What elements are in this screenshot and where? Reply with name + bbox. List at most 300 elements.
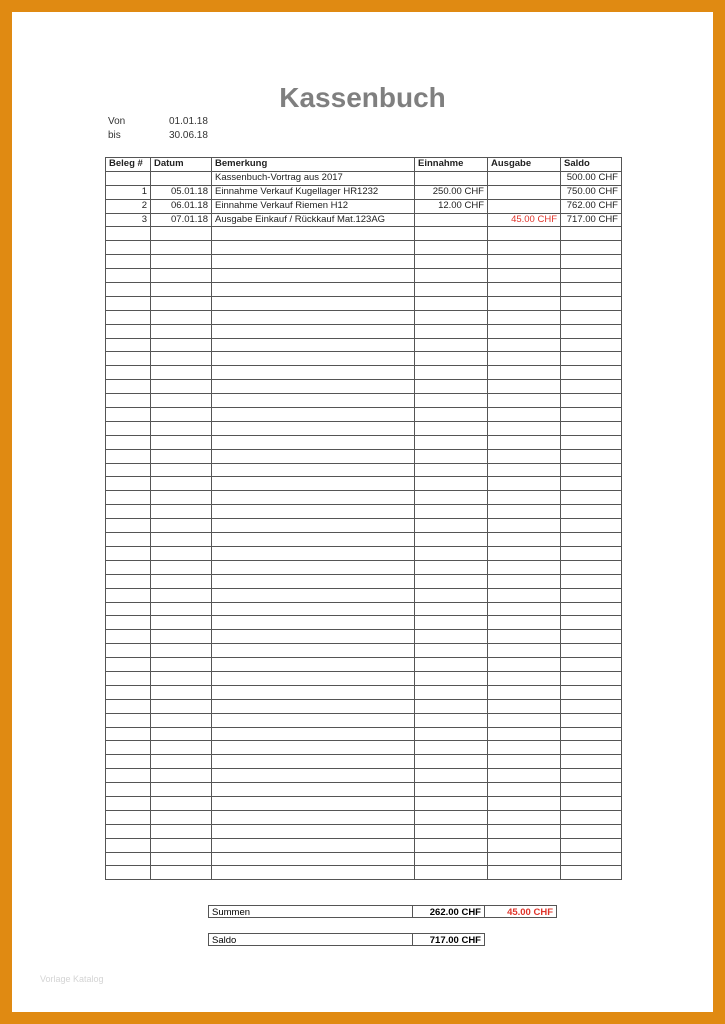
empty-cell <box>561 269 622 283</box>
empty-cell <box>212 796 415 810</box>
empty-cell <box>488 491 561 505</box>
empty-cell <box>151 255 212 269</box>
empty-cell <box>212 227 415 241</box>
empty-cell <box>488 338 561 352</box>
empty-cell <box>415 602 488 616</box>
empty-cell <box>561 366 622 380</box>
cell-datum: 05.01.18 <box>151 185 212 199</box>
empty-cell <box>561 491 622 505</box>
empty-cell <box>561 574 622 588</box>
empty-cell <box>212 505 415 519</box>
empty-cell <box>212 824 415 838</box>
empty-cell <box>151 491 212 505</box>
empty-cell <box>212 394 415 408</box>
empty-cell <box>561 546 622 560</box>
empty-cell <box>488 616 561 630</box>
empty-cell <box>488 310 561 324</box>
document-page <box>12 12 713 1012</box>
empty-cell <box>212 588 415 602</box>
empty-cell <box>415 588 488 602</box>
empty-cell <box>106 352 151 366</box>
empty-cell <box>212 713 415 727</box>
empty-cell <box>561 824 622 838</box>
empty-cell <box>151 838 212 852</box>
empty-cell <box>212 769 415 783</box>
empty-cell <box>561 699 622 713</box>
empty-cell <box>212 491 415 505</box>
empty-cell <box>151 546 212 560</box>
empty-cell <box>151 338 212 352</box>
empty-cell <box>106 769 151 783</box>
empty-cell <box>488 477 561 491</box>
empty-cell <box>212 574 415 588</box>
empty-cell <box>212 671 415 685</box>
empty-cell <box>151 421 212 435</box>
empty-cell <box>106 588 151 602</box>
empty-cell <box>415 546 488 560</box>
empty-table-row <box>106 352 622 366</box>
period-from-label: Von <box>108 116 126 127</box>
empty-cell <box>151 796 212 810</box>
empty-cell <box>561 755 622 769</box>
table-row <box>106 185 622 199</box>
column-header-beleg: Beleg # <box>106 158 151 172</box>
empty-cell <box>151 644 212 658</box>
empty-cell <box>415 408 488 422</box>
empty-cell <box>151 741 212 755</box>
empty-cell <box>106 630 151 644</box>
empty-cell <box>415 824 488 838</box>
empty-table-row <box>106 810 622 824</box>
empty-cell <box>212 546 415 560</box>
period-to-label: bis <box>108 130 121 141</box>
empty-cell <box>488 505 561 519</box>
empty-cell <box>561 241 622 255</box>
empty-cell <box>212 477 415 491</box>
empty-cell <box>106 852 151 866</box>
empty-cell <box>488 866 561 880</box>
empty-table-row <box>106 783 622 797</box>
empty-cell <box>212 283 415 297</box>
empty-table-row <box>106 241 622 255</box>
empty-cell <box>488 852 561 866</box>
empty-cell <box>106 269 151 283</box>
empty-cell <box>415 283 488 297</box>
empty-table-row <box>106 588 622 602</box>
empty-cell <box>151 477 212 491</box>
empty-cell <box>561 394 622 408</box>
empty-cell <box>561 769 622 783</box>
empty-cell <box>151 824 212 838</box>
empty-cell <box>212 602 415 616</box>
empty-cell <box>415 296 488 310</box>
empty-cell <box>151 463 212 477</box>
empty-cell <box>415 685 488 699</box>
empty-cell <box>212 866 415 880</box>
saldo-label: Saldo <box>208 933 413 946</box>
empty-cell <box>151 727 212 741</box>
empty-cell <box>212 380 415 394</box>
empty-cell <box>151 227 212 241</box>
empty-cell <box>561 435 622 449</box>
empty-cell <box>212 685 415 699</box>
empty-cell <box>561 449 622 463</box>
empty-table-row <box>106 324 622 338</box>
empty-table-row <box>106 227 622 241</box>
empty-cell <box>151 296 212 310</box>
empty-cell <box>106 380 151 394</box>
cell-saldo: 500.00 CHF <box>561 171 622 185</box>
empty-cell <box>106 463 151 477</box>
empty-cell <box>151 366 212 380</box>
empty-cell <box>415 255 488 269</box>
empty-cell <box>212 324 415 338</box>
empty-cell <box>561 324 622 338</box>
summen-einnahme: 262.00 CHF <box>412 905 485 918</box>
empty-cell <box>561 380 622 394</box>
empty-table-row <box>106 546 622 560</box>
empty-cell <box>212 241 415 255</box>
empty-cell <box>415 533 488 547</box>
empty-cell <box>212 810 415 824</box>
empty-cell <box>488 727 561 741</box>
empty-cell <box>488 366 561 380</box>
empty-cell <box>561 408 622 422</box>
empty-cell <box>415 630 488 644</box>
summen-label: Summen <box>208 905 413 918</box>
empty-cell <box>106 394 151 408</box>
empty-table-row <box>106 296 622 310</box>
empty-cell <box>106 241 151 255</box>
empty-cell <box>106 783 151 797</box>
empty-cell <box>106 477 151 491</box>
ledger-header-row <box>106 158 622 172</box>
empty-cell <box>488 658 561 672</box>
cell-beleg: 2 <box>106 199 151 213</box>
empty-cell <box>106 699 151 713</box>
cell-ausgabe: 45.00 CHF <box>488 213 561 227</box>
empty-cell <box>415 783 488 797</box>
saldo-value: 717.00 CHF <box>412 933 485 946</box>
empty-cell <box>212 269 415 283</box>
empty-cell <box>415 574 488 588</box>
empty-table-row <box>106 463 622 477</box>
empty-table-row <box>106 435 622 449</box>
empty-cell <box>488 408 561 422</box>
period-from-value: 01.01.18 <box>169 116 208 127</box>
empty-cell <box>151 324 212 338</box>
empty-table-row <box>106 477 622 491</box>
empty-cell <box>106 366 151 380</box>
empty-cell <box>488 269 561 283</box>
empty-cell <box>561 505 622 519</box>
empty-cell <box>415 810 488 824</box>
empty-cell <box>212 463 415 477</box>
cell-einnahme <box>415 213 488 227</box>
empty-cell <box>151 852 212 866</box>
empty-cell <box>488 796 561 810</box>
empty-cell <box>488 283 561 297</box>
watermark-text: Vorlage Katalog <box>40 974 104 984</box>
cell-bemerkung: Einnahme Verkauf Kugellager HR1232 <box>212 185 415 199</box>
empty-cell <box>212 727 415 741</box>
empty-cell <box>415 644 488 658</box>
cell-einnahme: 250.00 CHF <box>415 185 488 199</box>
empty-cell <box>212 421 415 435</box>
empty-cell <box>488 630 561 644</box>
empty-cell <box>106 616 151 630</box>
empty-cell <box>488 352 561 366</box>
cell-ausgabe <box>488 171 561 185</box>
empty-cell <box>151 671 212 685</box>
empty-cell <box>488 783 561 797</box>
empty-cell <box>561 463 622 477</box>
empty-cell <box>488 546 561 560</box>
empty-cell <box>106 533 151 547</box>
empty-cell <box>212 408 415 422</box>
ledger-table <box>105 157 622 880</box>
empty-cell <box>106 546 151 560</box>
empty-cell <box>151 630 212 644</box>
empty-cell <box>415 713 488 727</box>
empty-cell <box>106 574 151 588</box>
empty-cell <box>561 838 622 852</box>
empty-cell <box>415 796 488 810</box>
empty-cell <box>561 255 622 269</box>
empty-table-row <box>106 310 622 324</box>
empty-cell <box>151 602 212 616</box>
empty-table-row <box>106 574 622 588</box>
empty-cell <box>212 449 415 463</box>
empty-cell <box>212 519 415 533</box>
empty-cell <box>106 491 151 505</box>
column-header-saldo: Saldo <box>561 158 622 172</box>
empty-table-row <box>106 602 622 616</box>
empty-table-row <box>106 727 622 741</box>
empty-cell <box>212 699 415 713</box>
empty-cell <box>415 449 488 463</box>
empty-table-row <box>106 269 622 283</box>
empty-cell <box>561 296 622 310</box>
empty-cell <box>561 338 622 352</box>
cell-beleg: 1 <box>106 185 151 199</box>
empty-cell <box>488 741 561 755</box>
empty-cell <box>106 435 151 449</box>
empty-cell <box>106 421 151 435</box>
empty-cell <box>488 838 561 852</box>
empty-cell <box>488 255 561 269</box>
empty-table-row <box>106 644 622 658</box>
summen-ausgabe: 45.00 CHF <box>484 905 557 918</box>
empty-cell <box>488 769 561 783</box>
empty-cell <box>488 685 561 699</box>
empty-cell <box>561 283 622 297</box>
empty-cell <box>488 435 561 449</box>
empty-cell <box>561 810 622 824</box>
empty-table-row <box>106 338 622 352</box>
empty-table-row <box>106 491 622 505</box>
empty-table-row <box>106 741 622 755</box>
empty-cell <box>415 435 488 449</box>
empty-cell <box>415 324 488 338</box>
empty-cell <box>561 866 622 880</box>
document-title: Kassenbuch <box>279 82 446 113</box>
empty-cell <box>106 866 151 880</box>
cell-saldo: 762.00 CHF <box>561 199 622 213</box>
empty-cell <box>561 796 622 810</box>
empty-cell <box>488 644 561 658</box>
empty-cell <box>415 310 488 324</box>
empty-cell <box>415 505 488 519</box>
empty-cell <box>151 699 212 713</box>
empty-cell <box>212 296 415 310</box>
empty-cell <box>106 741 151 755</box>
empty-cell <box>106 296 151 310</box>
empty-table-row <box>106 283 622 297</box>
empty-cell <box>106 713 151 727</box>
empty-cell <box>561 658 622 672</box>
empty-cell <box>415 380 488 394</box>
cell-ausgabe <box>488 199 561 213</box>
empty-table-row <box>106 533 622 547</box>
cell-bemerkung: Ausgabe Einkauf / Rückkauf Mat.123AG <box>212 213 415 227</box>
table-row <box>106 213 622 227</box>
empty-cell <box>415 227 488 241</box>
empty-cell <box>488 574 561 588</box>
empty-table-row <box>106 838 622 852</box>
empty-cell <box>106 227 151 241</box>
empty-cell <box>561 727 622 741</box>
empty-cell <box>415 769 488 783</box>
empty-cell <box>106 449 151 463</box>
empty-cell <box>415 366 488 380</box>
empty-cell <box>212 838 415 852</box>
empty-cell <box>212 755 415 769</box>
empty-cell <box>106 671 151 685</box>
empty-cell <box>488 519 561 533</box>
cell-datum <box>151 171 212 185</box>
empty-cell <box>151 783 212 797</box>
empty-cell <box>151 533 212 547</box>
empty-cell <box>151 394 212 408</box>
empty-cell <box>488 394 561 408</box>
empty-cell <box>106 255 151 269</box>
empty-cell <box>151 241 212 255</box>
empty-cell <box>212 435 415 449</box>
empty-cell <box>106 324 151 338</box>
cell-datum: 07.01.18 <box>151 213 212 227</box>
empty-cell <box>488 380 561 394</box>
empty-table-row <box>106 866 622 880</box>
empty-cell <box>106 796 151 810</box>
empty-cell <box>212 255 415 269</box>
empty-cell <box>561 421 622 435</box>
empty-cell <box>561 533 622 547</box>
empty-table-row <box>106 519 622 533</box>
empty-cell <box>488 533 561 547</box>
empty-cell <box>561 852 622 866</box>
empty-cell <box>106 408 151 422</box>
empty-cell <box>415 560 488 574</box>
empty-cell <box>106 519 151 533</box>
empty-table-row <box>106 630 622 644</box>
empty-cell <box>488 241 561 255</box>
empty-cell <box>212 560 415 574</box>
empty-cell <box>561 713 622 727</box>
empty-table-row <box>106 755 622 769</box>
empty-cell <box>415 477 488 491</box>
empty-cell <box>106 338 151 352</box>
column-header-einnahme: Einnahme <box>415 158 488 172</box>
empty-cell <box>561 741 622 755</box>
empty-cell <box>151 283 212 297</box>
empty-cell <box>488 227 561 241</box>
empty-cell <box>151 519 212 533</box>
empty-cell <box>561 685 622 699</box>
cell-bemerkung: Einnahme Verkauf Riemen H12 <box>212 199 415 213</box>
empty-table-row <box>106 824 622 838</box>
empty-cell <box>415 519 488 533</box>
empty-cell <box>106 685 151 699</box>
empty-cell <box>561 477 622 491</box>
cell-beleg: 3 <box>106 213 151 227</box>
empty-cell <box>106 505 151 519</box>
empty-cell <box>488 755 561 769</box>
empty-cell <box>151 866 212 880</box>
cell-ausgabe <box>488 185 561 199</box>
empty-cell <box>151 505 212 519</box>
empty-table-row <box>106 505 622 519</box>
cell-bemerkung: Kassenbuch-Vortrag aus 2017 <box>212 171 415 185</box>
empty-cell <box>561 352 622 366</box>
empty-cell <box>151 449 212 463</box>
empty-table-row <box>106 616 622 630</box>
empty-cell <box>151 588 212 602</box>
empty-cell <box>212 630 415 644</box>
empty-cell <box>561 602 622 616</box>
cell-saldo: 717.00 CHF <box>561 213 622 227</box>
empty-cell <box>212 310 415 324</box>
period-to-value: 30.06.18 <box>169 130 208 141</box>
empty-cell <box>106 560 151 574</box>
empty-cell <box>488 824 561 838</box>
empty-cell <box>151 560 212 574</box>
cell-saldo: 750.00 CHF <box>561 185 622 199</box>
empty-cell <box>151 713 212 727</box>
empty-cell <box>151 269 212 283</box>
empty-cell <box>151 408 212 422</box>
empty-cell <box>106 838 151 852</box>
empty-cell <box>488 296 561 310</box>
empty-cell <box>151 755 212 769</box>
empty-table-row <box>106 769 622 783</box>
empty-table-row <box>106 394 622 408</box>
empty-cell <box>151 769 212 783</box>
empty-cell <box>488 463 561 477</box>
empty-cell <box>212 741 415 755</box>
empty-table-row <box>106 685 622 699</box>
empty-cell <box>106 310 151 324</box>
column-header-bemerkung: Bemerkung <box>212 158 415 172</box>
empty-cell <box>561 616 622 630</box>
empty-table-row <box>106 408 622 422</box>
empty-cell <box>415 671 488 685</box>
empty-cell <box>106 658 151 672</box>
empty-cell <box>415 658 488 672</box>
empty-cell <box>415 852 488 866</box>
empty-cell <box>561 519 622 533</box>
empty-cell <box>561 644 622 658</box>
